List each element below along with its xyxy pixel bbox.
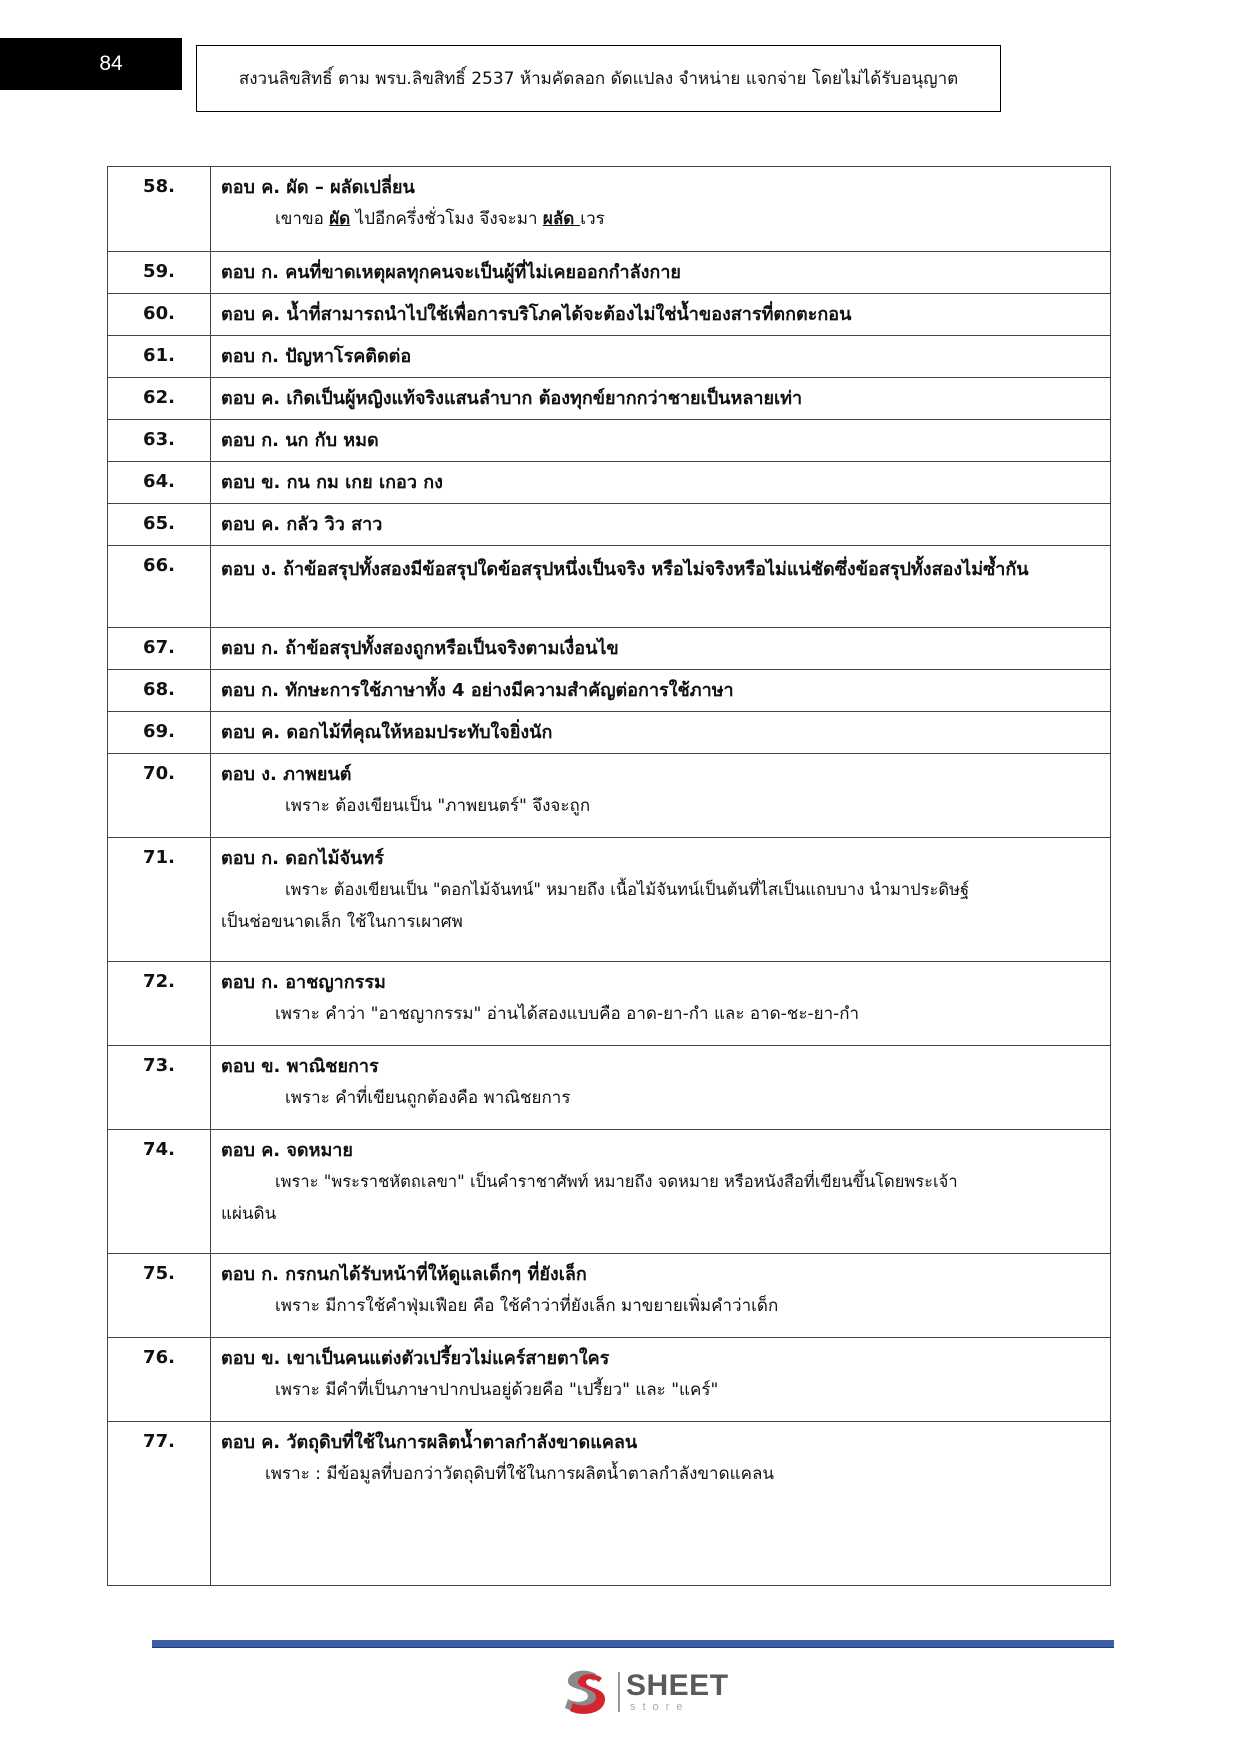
explanation-part: เวร	[580, 209, 605, 229]
answer-cell	[211, 336, 1111, 378]
logo-subtext: store	[630, 1701, 690, 1713]
answer-cell	[211, 1046, 1111, 1130]
answer-text: ตอบ ค. วัตถุดิบที่ใช้ในการผลิตน้ำตาลกำลังขาดแคลน	[221, 1432, 638, 1453]
answer-text: ตอบ ค. ผัด – ผลัดเปลี่ยน	[221, 177, 415, 198]
table-row	[108, 670, 1111, 712]
answer-text: ตอบ ค. ดอกไม้ที่คุณให้หอมประทับใจยิ่งนัก	[221, 722, 553, 743]
table-row	[108, 420, 1111, 462]
table-row	[108, 462, 1111, 504]
answer-text: ตอบ ข. เขาเป็นคนแต่งตัวเปรี้ยวไม่แคร์สายตาใคร	[221, 1348, 610, 1369]
table-row	[108, 252, 1111, 294]
answer-cell	[211, 712, 1111, 754]
question-number: 64.	[108, 462, 211, 504]
table-row	[108, 1254, 1111, 1338]
question-number: 77.	[108, 1422, 211, 1586]
explanation-text: เพราะ มีคำที่เป็นภาษาปากปนอยู่ด้วยคือ "เปรี้ยว" และ "แคร์"	[275, 1380, 719, 1400]
explanation-text	[221, 203, 1100, 235]
table-row	[108, 1046, 1111, 1130]
explanation-part: เขาขอ	[275, 209, 330, 229]
answer-cell	[211, 670, 1111, 712]
copyright-notice	[196, 45, 1001, 112]
explanation-part: ไปอีกครึ่งชั่วโมง จึงจะมา	[350, 209, 543, 229]
question-number: 58.	[108, 167, 211, 252]
answer-text: ตอบ ก. ปัญหาโรคติดต่อ	[221, 346, 412, 367]
answer-text: ตอบ ค. จดหมาย	[221, 1140, 353, 1161]
answer-text: ตอบ ก. ถ้าข้อสรุปทั้งสองถูกหรือเป็นจริงตามเงื่อนไข	[221, 638, 619, 659]
page-number: 84	[0, 38, 182, 90]
answer-text: ตอบ ค. น้ำที่สามารถนำไปใช้เพื่อการบริโภคได้จะต้องไม่ใช่น้ำของสารที่ตกตะกอน	[221, 304, 852, 325]
answer-text: ตอบ ก. ดอกไม้จันทร์	[221, 848, 384, 869]
answer-text: ตอบ ก. นก กับ หมด	[221, 430, 379, 451]
explanation-text: เพราะ มีการใช้คำฟุ่มเฟือย คือ ใช้คำว่าที่ยังเล็ก มาขยายเพิ่มคำว่าเด็ก	[275, 1296, 779, 1316]
question-number: 75.	[108, 1254, 211, 1338]
question-number: 59.	[108, 252, 211, 294]
answer-text: ตอบ ค. กลัว วิว สาว	[221, 514, 383, 535]
answer-text: ตอบ ข. กน กม เกย เกอว กง	[221, 472, 443, 493]
answer-cell	[211, 1422, 1111, 1586]
table-row	[108, 1422, 1111, 1586]
question-number: 63.	[108, 420, 211, 462]
table-row	[108, 712, 1111, 754]
sheet-store-logo-icon	[558, 1666, 612, 1718]
answer-cell	[211, 754, 1111, 838]
answer-cell	[211, 252, 1111, 294]
answer-cell	[211, 962, 1111, 1046]
answer-cell	[211, 546, 1111, 628]
question-number: 70.	[108, 754, 211, 838]
question-number: 71.	[108, 838, 211, 962]
explanation-text: เพราะ คำที่เขียนถูกต้องคือ พาณิชยการ	[285, 1088, 571, 1108]
copyright-text: สงวนลิขสิทธิ์ ตาม พรบ.ลิขสิทธิ์ 2537 ห้ามคัดลอก ดัดแปลง จำหน่าย แจกจ่าย โดยไม่ได้รับอนุญาต	[238, 69, 959, 89]
answer-cell	[211, 378, 1111, 420]
explanation-text-cont: แผ่นดิน	[221, 1204, 277, 1224]
answer-cell	[211, 1338, 1111, 1422]
answer-cell	[211, 628, 1111, 670]
answer-text: ตอบ ก. กรกนกได้รับหน้าที่ให้ดูแลเด็กๆ ที่ยังเล็ก	[221, 1264, 587, 1285]
question-number: 68.	[108, 670, 211, 712]
table-row	[108, 504, 1111, 546]
answer-cell	[211, 420, 1111, 462]
table-row	[108, 838, 1111, 962]
answer-text: ตอบ ง. ถ้าข้อสรุปทั้งสองมีข้อสรุปใดข้อสรุปหนึ่งเป็นจริง หรือไม่จริงหรือไม่แน่ชัดซึ่งข้อสรุปทั้งสองไม่ซ้ำกัน	[221, 559, 1029, 580]
explanation-text: เพราะ คำว่า "อาชญากรรม" อ่านได้สองแบบคือ อาด-ยา-กำ และ อาด-ชะ-ยา-กำ	[275, 1004, 860, 1024]
answer-text: ตอบ ก. คนที่ขาดเหตุผลทุกคนจะเป็นผู้ที่ไม่เคยออกกำลังกาย	[221, 262, 681, 283]
table-row	[108, 1130, 1111, 1254]
logo-wordmark: SHEET	[626, 1669, 729, 1702]
sheet-store-logo	[558, 1666, 728, 1718]
answer-cell	[211, 838, 1111, 962]
table-row	[108, 167, 1111, 252]
explanation-text: เพราะ "พระราชหัตถเลขา" เป็นคำราชาศัพท์ หมายถึง จดหมาย หรือหนังสือที่เขียนขึ้นโดยพระเจ้า	[275, 1172, 958, 1191]
table-row	[108, 962, 1111, 1046]
answer-text: ตอบ ก. อาชญากรรม	[221, 972, 386, 993]
question-number: 72.	[108, 962, 211, 1046]
table-row	[108, 546, 1111, 628]
answer-cell	[211, 504, 1111, 546]
explanation-text: เพราะ ต้องเขียนเป็น "ภาพยนตร์" จึงจะถูก	[285, 796, 591, 816]
answer-text: ตอบ ก. ทักษะการใช้ภาษาทั้ง 4 อย่างมีความสำคัญต่อการใช้ภาษา	[221, 680, 734, 701]
question-number: 62.	[108, 378, 211, 420]
question-number: 74.	[108, 1130, 211, 1254]
answer-cell	[211, 462, 1111, 504]
answer-cell	[211, 1130, 1111, 1254]
question-number: 76.	[108, 1338, 211, 1422]
answer-cell	[211, 1254, 1111, 1338]
table-row	[108, 294, 1111, 336]
answer-text: ตอบ ง. ภาพยนต์	[221, 764, 352, 785]
question-number: 61.	[108, 336, 211, 378]
table-row	[108, 336, 1111, 378]
question-number: 60.	[108, 294, 211, 336]
footer-divider	[152, 1640, 1114, 1648]
answer-cell	[211, 167, 1111, 252]
answer-table	[107, 166, 1111, 1586]
underlined-word: ผลัด	[542, 209, 581, 229]
answer-cell	[211, 294, 1111, 336]
table-row	[108, 754, 1111, 838]
table-row	[108, 378, 1111, 420]
underlined-word: ผัด	[329, 209, 351, 229]
answer-text: ตอบ ค. เกิดเป็นผู้หญิงแท้จริงแสนลำบาก ต้องทุกข์ยากกว่าชายเป็นหลายเท่า	[221, 388, 803, 409]
explanation-text: เพราะ ต้องเขียนเป็น "ดอกไม้จันทน์" หมายถึง เนื้อไม้จันทน์เป็นต้นที่ไสเป็นแถบบาง นำมาประดิษฐ์	[285, 880, 970, 899]
question-number: 66.	[108, 546, 211, 628]
table-row	[108, 1338, 1111, 1422]
table-row	[108, 628, 1111, 670]
answer-text: ตอบ ข. พาณิชยการ	[221, 1056, 379, 1077]
logo-separator	[618, 1672, 620, 1712]
question-number: 69.	[108, 712, 211, 754]
question-number: 73.	[108, 1046, 211, 1130]
question-number: 65.	[108, 504, 211, 546]
explanation-text-cont: เป็นช่อขนาดเล็ก ใช้ในการเผาศพ	[221, 912, 463, 932]
explanation-text: เพราะ : มีข้อมูลที่บอกว่าวัตถุดิบที่ใช้ในการผลิตน้ำตาลกำลังขาดแคลน	[265, 1464, 774, 1484]
question-number: 67.	[108, 628, 211, 670]
